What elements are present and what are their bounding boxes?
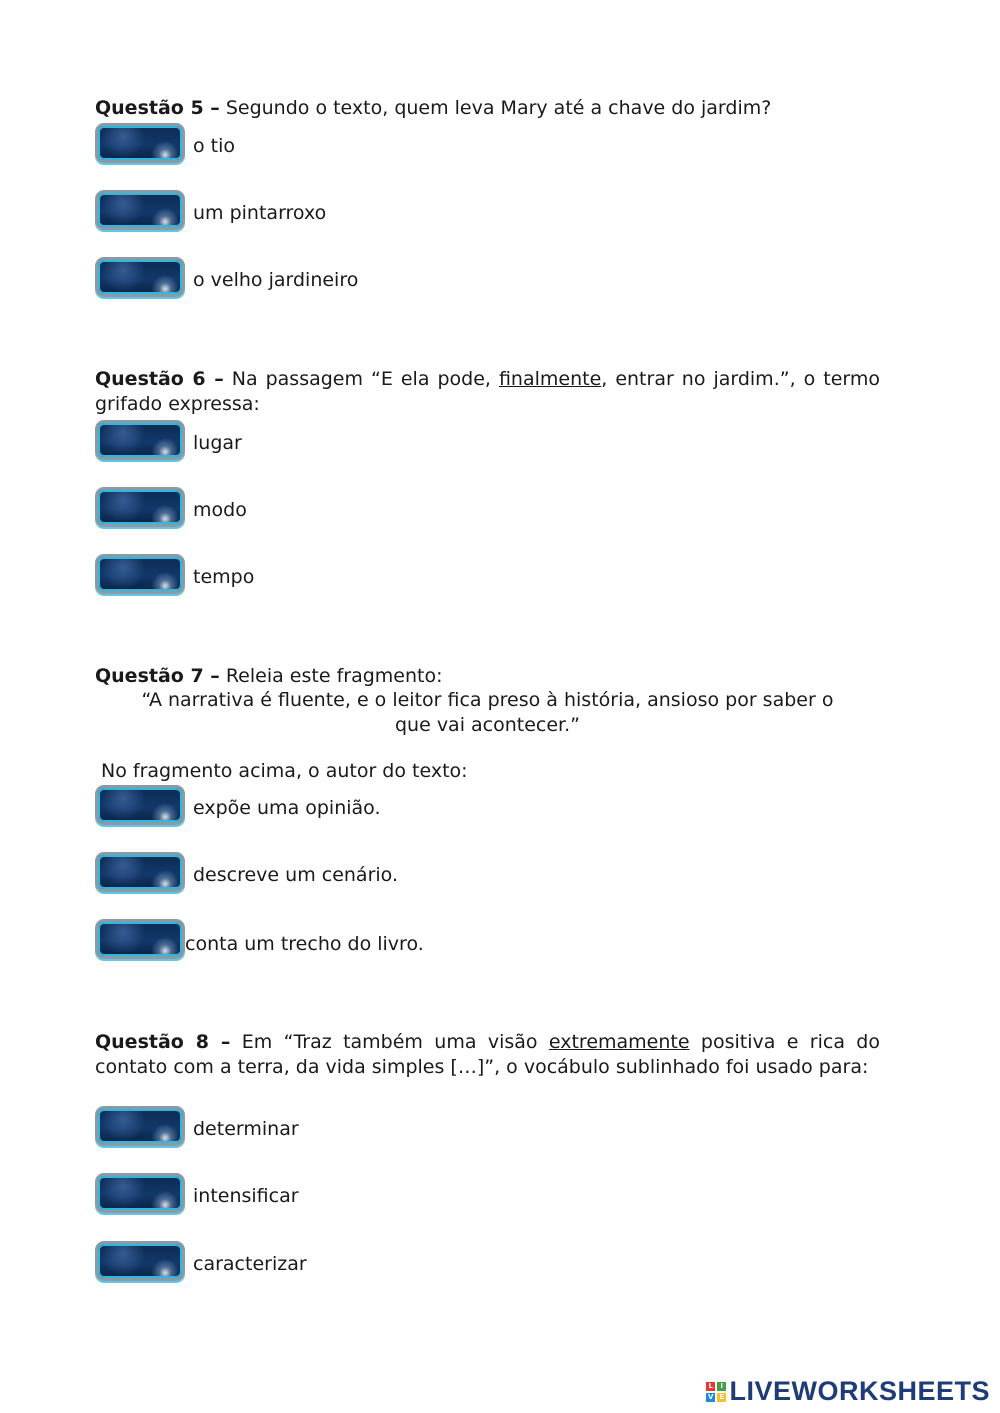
question-5-text: Segundo o texto, quem leva Mary até a chave do jardim? (225, 97, 772, 119)
question-7-option-2[interactable] (95, 850, 398, 894)
question-8-stem (95, 1030, 880, 1080)
option-label: determinar (193, 1118, 299, 1140)
answer-button[interactable] (95, 1241, 185, 1281)
option-label: expõe uma opinião. (193, 797, 381, 819)
question-6-text-after: , entrar no jardim.”, o termo grifado expressa: (95, 368, 881, 415)
question-6-option-2[interactable] (95, 485, 247, 529)
answer-button[interactable] (95, 190, 185, 230)
question-6-option-1[interactable] (95, 418, 242, 462)
question-5-option-2[interactable] (95, 188, 326, 232)
question-5-option-3[interactable] (95, 255, 358, 299)
answer-button[interactable] (95, 785, 185, 825)
underlined-term: extremamente (548, 1031, 690, 1053)
quoted-fragment (95, 688, 880, 738)
answer-button[interactable] (95, 919, 185, 959)
option-label: o velho jardineiro (193, 269, 359, 291)
underlined-term: finalmente (498, 368, 602, 390)
question-7-option-1[interactable] (95, 783, 381, 827)
option-label: intensificar (193, 1185, 299, 1207)
question-5-title: Questão 5 – (95, 97, 220, 119)
question-5-option-1[interactable] (95, 121, 235, 165)
answer-button[interactable] (95, 420, 185, 460)
option-label: caracterizar (193, 1253, 307, 1275)
answer-button[interactable] (95, 1173, 185, 1213)
logo-mark-letter: E (719, 1392, 725, 1401)
quote-line-1: “A narrativa é fluente, e o leitor fica preso à história, ansioso por saber o (141, 689, 834, 711)
logo-mark-letter: I (717, 1382, 726, 1391)
logo-mark-icon (706, 1382, 726, 1402)
answer-button[interactable] (95, 1106, 185, 1146)
question-7-title: Questão 7 – (95, 665, 220, 687)
answer-button[interactable] (95, 123, 185, 163)
question-6-text-before: Na passagem “E ela pode, (231, 368, 491, 390)
option-label: o tio (193, 135, 236, 157)
question-8-title: Questão 8 – (95, 1031, 231, 1053)
option-label: modo (193, 499, 247, 521)
question-8-text-after: positiva e rica do contato com a terra, da vida simples […]”, o vocábulo sublinhado foi usado para: (95, 1031, 880, 1078)
question-8-option-3[interactable] (95, 1239, 307, 1283)
answer-button[interactable] (95, 554, 185, 594)
question-6-stem (95, 367, 880, 417)
question-7-text: Releia este fragmento: (225, 665, 443, 687)
question-7-stem (95, 664, 880, 689)
logo-text: LIVEWORKSHEETS (729, 1376, 990, 1406)
quote-line-2: que vai acontecer.” (394, 714, 581, 736)
answer-button[interactable] (95, 487, 185, 527)
question-6-title: Questão 6 – (95, 368, 224, 390)
question-8-text-before: Em “Traz também uma visão (241, 1031, 538, 1053)
liveworksheets-logo (706, 1376, 990, 1407)
option-label: lugar (193, 432, 242, 454)
logo-mark-letter: V (708, 1392, 714, 1401)
option-label: tempo (193, 566, 255, 588)
question-8-option-1[interactable] (95, 1104, 299, 1148)
question-6-option-3[interactable] (95, 552, 254, 596)
question-8-option-2[interactable] (95, 1171, 299, 1215)
option-label: um pintarroxo (193, 202, 327, 224)
option-label: descreve um cenário. (193, 864, 398, 886)
question-7-option-3[interactable] (95, 917, 424, 961)
logo-mark-letter: L (706, 1382, 715, 1391)
answer-button[interactable] (95, 852, 185, 892)
option-label: conta um trecho do livro. (185, 933, 424, 955)
answer-button[interactable] (95, 257, 185, 297)
question-7-prompt: No fragmento acima, o autor do texto: (101, 760, 468, 782)
question-5-stem (95, 96, 880, 121)
